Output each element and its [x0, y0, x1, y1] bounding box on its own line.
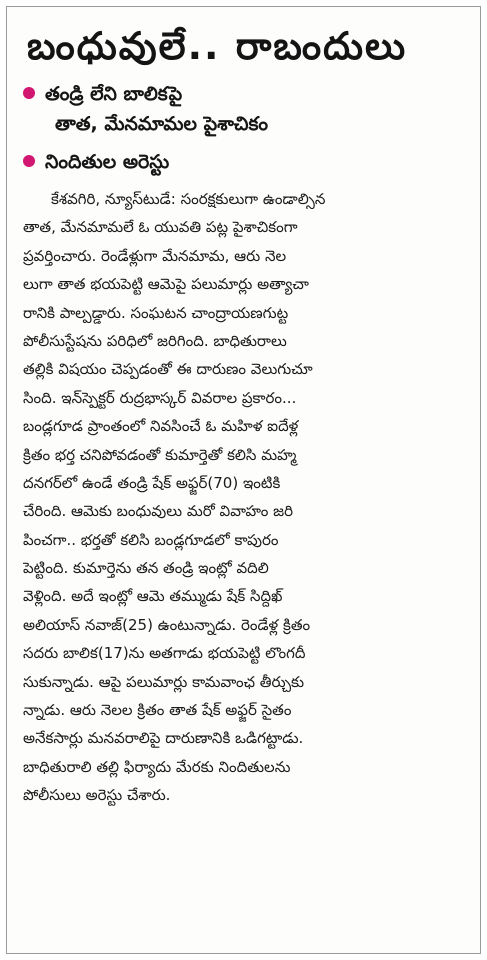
bullet-line: నిందితుల అరెస్టు — [45, 151, 170, 173]
news-clipping — [6, 6, 481, 954]
body-line: ప్రవర్తించారు. రెండేళ్లుగా మేనమామ, ఆరు నెల — [23, 246, 287, 265]
body-line: చేరింది. ఆమెకు బంధువులు మరో వివాహం జరి — [23, 502, 294, 521]
body-line: అనేకసార్లు మనవరాలిపై దారుణానికి ఒడిగట్టాడు. — [23, 729, 304, 748]
bullet-text — [45, 147, 169, 177]
body-line: బాధితురాలి తల్లి ఫిర్యాదు మేరకు నిందితులను — [23, 757, 291, 776]
article-body — [23, 185, 468, 810]
body-line: దనగర్‌లో ఉండే తండ్రి షేక్ అఫ్జర్(70) ఇంటికి — [23, 473, 281, 492]
bullet-line: తండ్రి లేని బాలికపై — [45, 83, 183, 105]
bullet-line: తాత, మేనమామల పైశాచికం — [55, 113, 268, 135]
body-line: అలియాస్ నవాజ్(25) ఉంటున్నాడు. రెండేళ్ల క్రితం — [23, 615, 311, 634]
body-line: రానికి పాల్పడ్డారు. సంఘటన చాంద్రాయణగుట్ట — [23, 303, 289, 322]
body-line: సుకున్నాడు. ఆపై పలుమార్లు కామవాంఛ తీర్చుకు — [23, 672, 305, 691]
body-line: పోలీసుస్టేషను పరిధిలో జరిగింది. బాధితురాలు — [23, 331, 287, 350]
bullet-point — [23, 147, 468, 177]
body-line: న్నాడు. ఆరు నెలల క్రితం తాత షేక్ అఫ్జర్ సైతం — [23, 701, 292, 720]
body-line: కేశవగిరి, న్యూస్‌టుడే: సంరక్షకులుగా ఉండాల్సిన — [51, 190, 326, 208]
headline: బంధువులే.. రాబందులు — [27, 24, 408, 68]
body-line: తాత, మేనమామలే ఓ యువతి పట్ల పైశాచికంగా — [23, 218, 298, 237]
bullet-text — [45, 79, 268, 139]
body-line: సింది. ఇన్‌స్పెక్టర్ రుద్రభాస్కర్ వివరాల ప్రకారం... — [23, 388, 297, 407]
body-line: వెళ్లింది. అదే ఇంట్లో ఆమె తమ్ముడు షేక్ సిద్దిఖ్ — [23, 587, 283, 606]
body-line: క్రితం భర్త చనిపోవడంతో కుమార్తెతో కలిసి మహ్మ — [23, 445, 297, 464]
body-line: లుగా తాత భయపెట్టి ఆమెపై పలుమార్లు అత్యాచా — [23, 275, 309, 294]
body-line: సదరు బాలిక(17)ను అతగాడు భయపెట్టి లొంగదీ — [23, 644, 306, 663]
body-line: బండ్లగూడ ప్రాంతంలో నివసించే ఓ మహిళ ఐదేళ్ల — [23, 417, 299, 436]
body-line: తల్లికి విషయం చెప్పడంతో ఈ దారుణం వెలుగుచూ — [23, 360, 313, 379]
bullet-point — [23, 79, 468, 139]
bullet-dot-icon — [23, 155, 35, 167]
bullet-dot-icon — [23, 87, 35, 99]
body-line: పెట్టింది. కుమార్తెను తన తండ్రి ఇంట్లో వదిలి — [23, 559, 269, 578]
body-line: పోలీసులు అరెస్టు చేశారు. — [23, 786, 171, 805]
body-line: పించగా.. భర్తతో కలిసి బండ్లగూడలో కాపురం — [23, 530, 279, 549]
